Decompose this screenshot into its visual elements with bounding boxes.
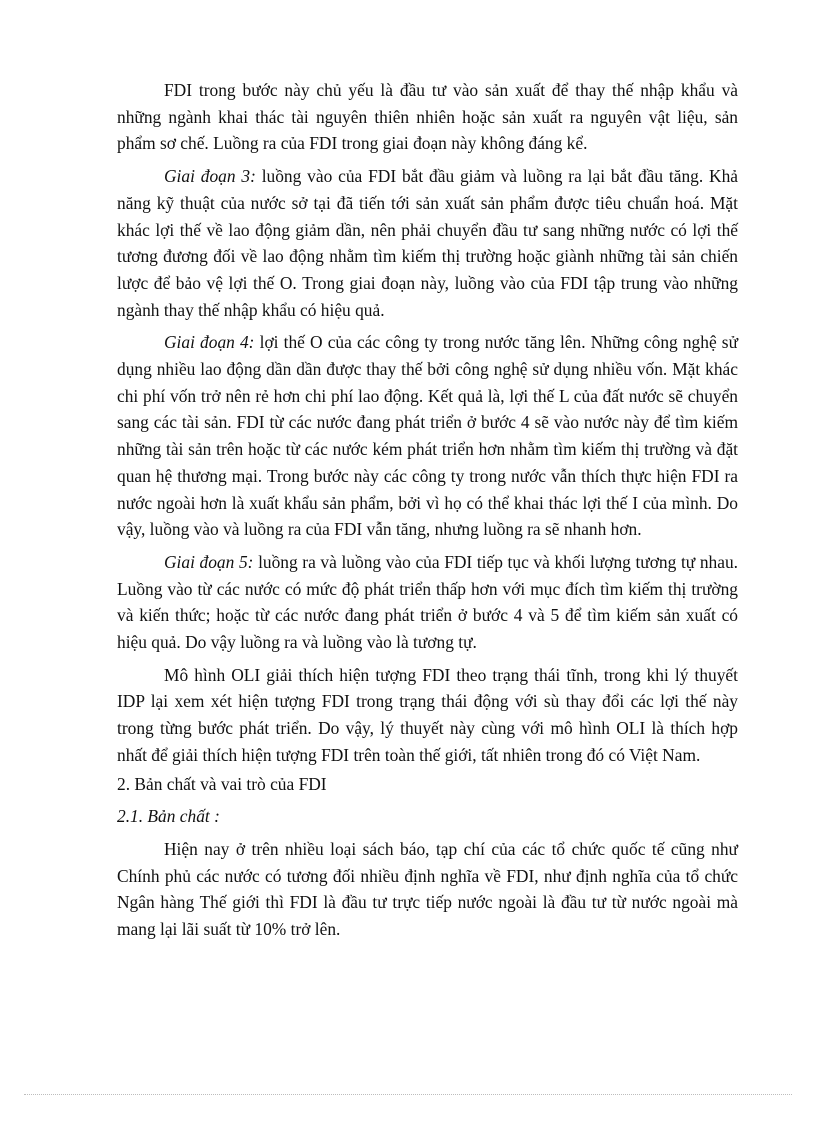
stage-3-label: Giai đoạn 3: [164,166,256,187]
paragraph-stage-4 [117,329,738,543]
stage-4-label: Giai đoạn 4: [164,332,255,353]
page-bottom-divider [24,1094,792,1095]
paragraph-stage-5 [117,549,738,656]
stage-5-label: Giai đoạn 5: [164,551,254,572]
document-body [117,77,738,949]
paragraph-text: lợi thế O của các công ty trong nước tăng lên. Những công nghệ sử dụng nhiều lao động dần dần được thay thế bởi công nghệ sử dụng nhiều vốn. Mặt khác chi phí vốn trở nên rẻ hơn chi phí lao động. Kết quả là, lợi thế L của đất nước sẽ chuyển sang các tài sản. FDI từ các nước đang phát triển ở bước 4 sẽ vào nước này để tìm kiếm những tài sản trên hoặc từ các nước kém phát triển hơn nhằm tìm kiếm thị trường và đặt quan hệ thương mại. Trong bước này các công ty trong nước vẫn thích thực hiện FDI ra nước ngoài hơn là xuất khẩu sản phẩm, bởi vì họ có thể khai thác lợi thế I của mình. Do vậy, luồng vào và luồng ra của FDI vẫn tăng, nhưng luồng ra sẽ nhanh hơn. [117,332,738,540]
paragraph-text: Mô hình OLI giải thích hiện tượng FDI theo trạng thái tĩnh, trong khi lý thuyết IDP lại xem xét hiện tượng FDI trong trạng thái động với sù thay đổi các lợi thế này trong từng bước phát triển. Do vậy, lý thuyết này cùng với mô hình OLI là thích hợp nhất để giải thích hiện tượng FDI trên toàn thế giới, tất nhiên trong đó có Việt Nam. [117,664,738,765]
paragraph-fdi-import-substitution [117,77,738,157]
paragraph-text: luồng ra và luồng vào của FDI tiếp tục và khối lượng tương tự nhau. Luồng vào từ các nước có mức độ phát triển thấp hơn với mục đích tìm kiếm thị trường và kiến thức; hoặc từ các nước đang phát triển ở bước 4 và 5 để tìm kiếm sản xuất có hiệu quả. Do vậy luồng ra và luồng vào là tương tự. [117,551,738,653]
section-heading: 2. Bản chất và vai trò của FDI [117,773,327,794]
paragraph-definition [117,836,738,943]
paragraph-text: luồng vào của FDI bắt đầu giảm và luồng ra lại bắt đầu tăng. Khả năng kỹ thuật của nước sở tại đã tiến tới sản xuất sản phẩm được tiêu chuẩn hoá. Mặt khác lợi thế về lao động giảm dần, nên phải chuyển đầu tư sang những nước có lợi thế tương đương đối về lao động nhằm tìm kiếm thị trường hoặc giành những tài sản chiến lược để bảo vệ lợi thế O. Trong giai đoạn này, luồng vào của FDI tập trung vào những ngành thay thế nhập khẩu có hiệu quả. [117,166,738,320]
paragraph-stage-3 [117,163,738,323]
paragraph-oli-idp [117,662,738,769]
subsection-heading: 2.1. Bản chất : [117,806,220,827]
paragraph-text: FDI trong bước này chủ yếu là đầu tư vào sản xuất để thay thế nhập khẩu và những ngành khai thác tài nguyên thiên nhiên hoặc sản xuất ra nguyên vật liệu, sản phẩm sơ chế. Luồng ra của FDI trong giai đoạn này không đáng kể. [117,80,738,154]
paragraph-text: Hiện nay ở trên nhiều loại sách báo, tạp chí của các tổ chức quốc tế cũng như Chính phủ các nước có tương đối nhiều định nghĩa về FDI, như định nghĩa của tổ chức Ngân hàng Thế giới thì FDI là đầu tư trực tiếp nước ngoài là đầu tư từ nước ngoài mà mang lại lãi suất từ 10% trở lên. [117,838,738,940]
